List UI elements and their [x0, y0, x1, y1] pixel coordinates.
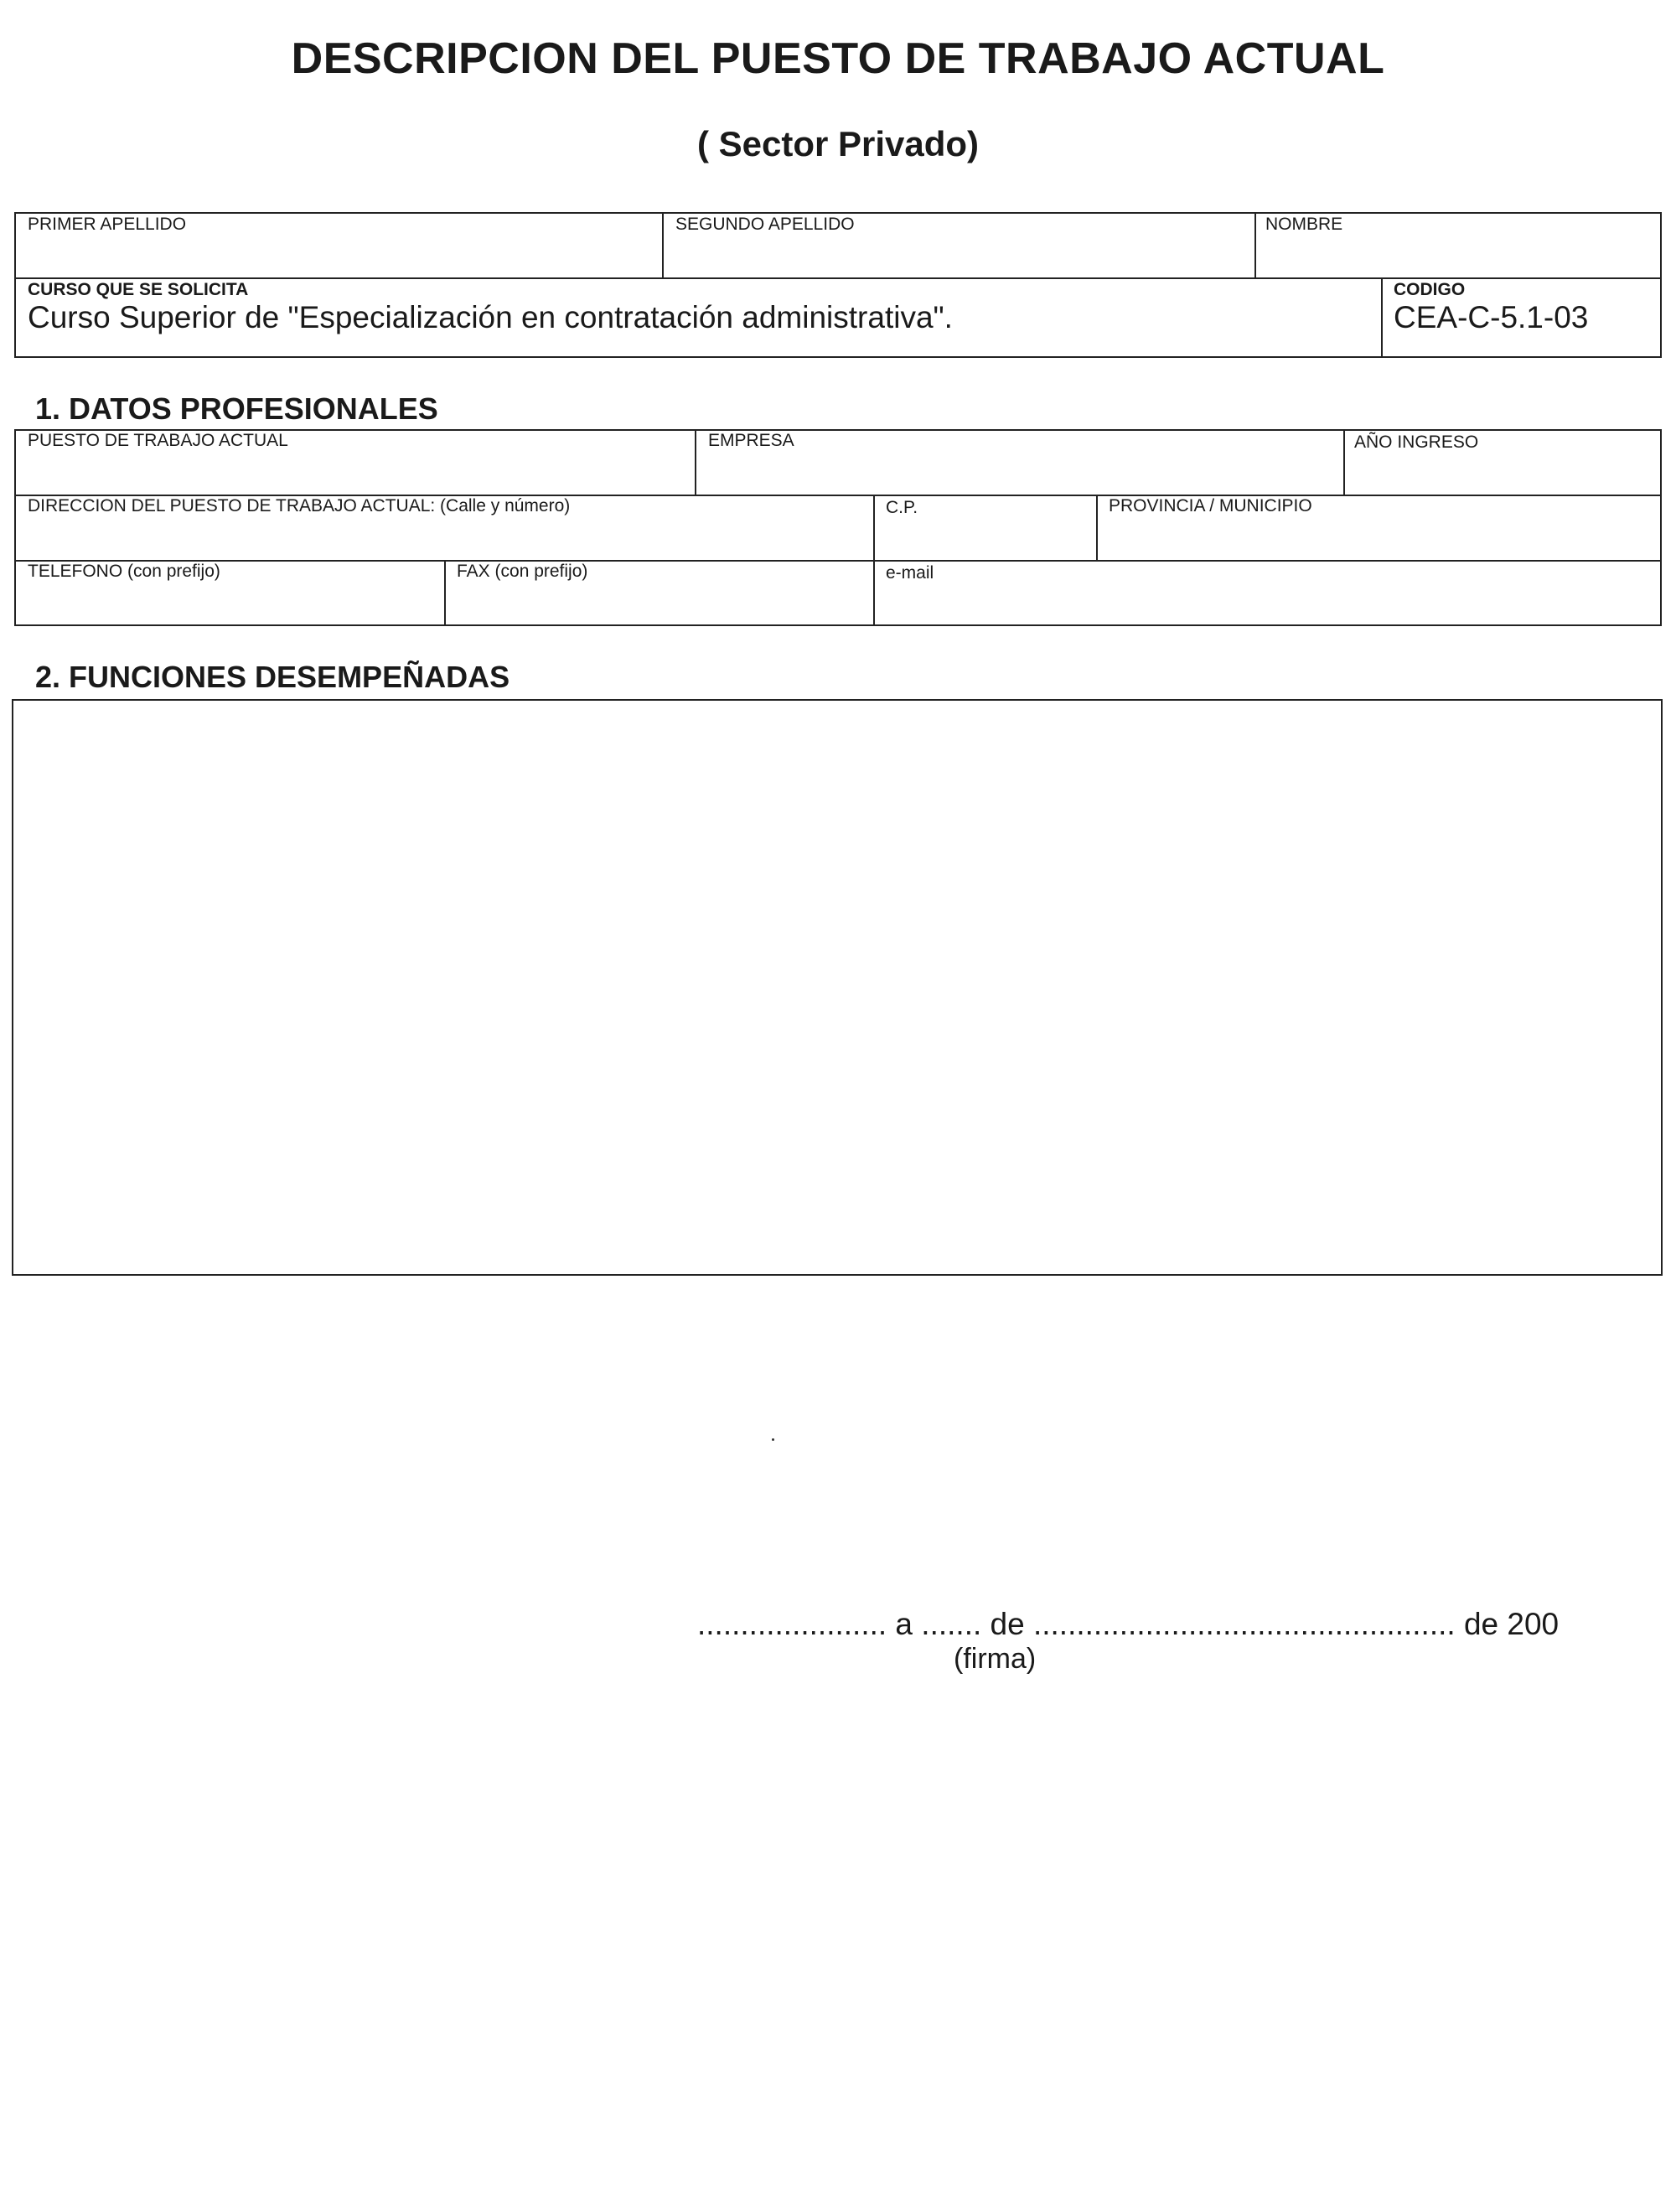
- divider: [873, 560, 875, 626]
- speck: [772, 1438, 774, 1441]
- divider: [662, 212, 664, 279]
- primer-apellido-field[interactable]: [17, 215, 660, 277]
- page-subtitle: ( Sector Privado): [696, 124, 980, 163]
- segundo-apellido-field[interactable]: [665, 215, 1253, 277]
- divider: [1254, 212, 1256, 279]
- nombre-field[interactable]: [1257, 215, 1659, 277]
- codigo-value: CEA-C-5.1-03: [1394, 300, 1589, 334]
- funciones-textarea[interactable]: [12, 699, 1663, 1276]
- section-2-heading: 2. FUNCIONES DESEMPEÑADAS: [35, 660, 510, 694]
- fax-label: FAX (con prefijo): [457, 562, 588, 581]
- puesto-field[interactable]: [17, 431, 693, 493]
- direccion-label: DIRECCION DEL PUESTO DE TRABAJO ACTUAL: (Calle y número): [28, 496, 571, 515]
- provincia-label: PROVINCIA / MUNICIPIO: [1109, 496, 1312, 515]
- firma-label: (firma): [954, 1643, 1037, 1675]
- ano-ingreso-label: AÑO INGRESO: [1354, 433, 1479, 452]
- divider: [873, 495, 875, 561]
- provincia-field[interactable]: [1099, 496, 1660, 558]
- curso-value: Curso Superior de "Especialización en contratación administrativa".: [28, 300, 953, 334]
- curso-field: [17, 280, 1379, 355]
- date-line: ...................... a ....... de ................................................. de 200: [697, 1607, 1560, 1641]
- codigo-field: [1384, 280, 1660, 355]
- divider: [695, 429, 696, 495]
- divider: [1343, 429, 1345, 495]
- page-title: DESCRIPCION DEL PUESTO DE TRABAJO ACTUAL: [291, 34, 1385, 83]
- telefono-field[interactable]: [17, 562, 442, 624]
- cp-label: C.P.: [886, 498, 918, 517]
- direccion-field[interactable]: [17, 496, 872, 558]
- empresa-label: EMPRESA: [708, 431, 794, 450]
- primer-apellido-label: PRIMER APELLIDO: [28, 215, 187, 234]
- nombre-label: NOMBRE: [1265, 215, 1343, 234]
- fax-field[interactable]: [447, 562, 872, 624]
- curso-label: CURSO QUE SE SOLICITA: [28, 280, 249, 299]
- divider: [1096, 495, 1098, 561]
- email-label: e-mail: [886, 563, 934, 583]
- divider: [444, 560, 446, 626]
- ano-ingreso-field[interactable]: [1346, 431, 1660, 493]
- divider: [1381, 277, 1383, 358]
- telefono-label: TELEFONO (con prefijo): [28, 562, 220, 581]
- segundo-apellido-label: SEGUNDO APELLIDO: [675, 215, 855, 234]
- email-field[interactable]: [876, 562, 1660, 624]
- codigo-label: CODIGO: [1394, 280, 1466, 299]
- puesto-label: PUESTO DE TRABAJO ACTUAL: [28, 431, 288, 450]
- empresa-field[interactable]: [697, 431, 1342, 493]
- cp-field[interactable]: [876, 496, 1094, 558]
- section-1-heading: 1. DATOS PROFESIONALES: [35, 391, 438, 426]
